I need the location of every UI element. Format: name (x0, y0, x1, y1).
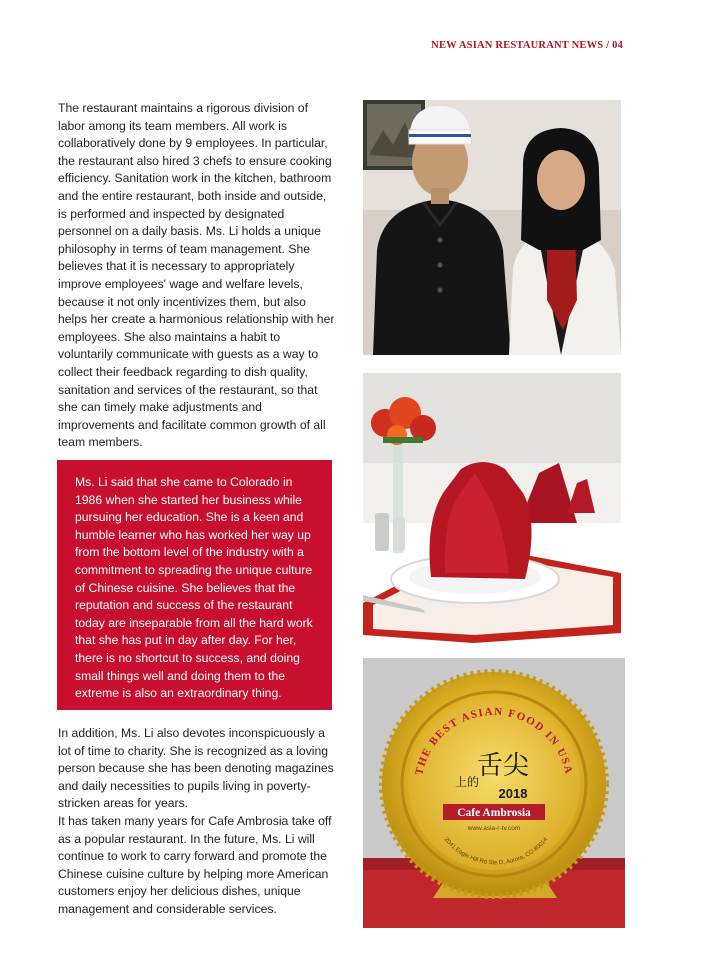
plaque-year: 2018 (498, 786, 528, 801)
photo-table-setting (363, 373, 621, 643)
plaque-address: 2041 Eagle Hill Rd Ste D, Aurora, CO 80014 (442, 836, 550, 867)
plaque-website: www.asia-r-tv.com (467, 825, 521, 832)
body-paragraph-1: The restaurant maintains a rigorous division of labor among its team members. All work is collaboratively done by 9 employees. In particular, the restaurant also hired 3 chefs to ensure cooking efficiency. Sanitation work in the kitchen, bathroom and the entire restaurant, both inside and outside, is performed and inspected by designated personnel on a daily basis. Ms. Li holds a unique philosophy in terms of team management. She believes that it is necessary to appropriately improve employees' wage and welfare levels, because it not only incentivizes them, but also helps her create a harmonious relationship with her employees. She also maintains a habit to voluntarily communicate with guests as a way to collect their feedback regarding to dish quality, sanitation and services of the restaurant, so that she can timely make adjustments and improvements and facilitate common growth of all team members. (58, 101, 335, 450)
photo-chef-and-owner (363, 100, 621, 355)
body-paragraph-2: In addition, Ms. Li also devotes inconspicuously a lot of time to charity. She is recognized as a loving person because she has been denoting magazines and daily necessities to pupils living in poverty-stricken areas for years. It has taken many years for Cafe Ambrosia take off as a popular restaurant. In the future, Ms. Li will continue to work to carry forward and promote the Chinese cuisine culture by helping more American customers enjoy her delicious dishes, unique management and considerable services. (58, 726, 334, 916)
pull-quote-box (57, 460, 332, 710)
photo-award-plaque (363, 658, 625, 928)
plaque-restaurant-name: Cafe Ambrosia (457, 807, 531, 819)
plaque-arc-text: THE BEST ASIAN FOOD IN USA (413, 705, 575, 777)
plaque-chinese-sub: 上的 (454, 775, 480, 789)
pull-quote-text: Ms. Li said that she came to Colorado in 1986 when she started her business while pursuing her education. She is a keen and humble learner who has worked her way up from the bottom level of the industry with a commitment to spreading the unique culture of Chinese cuisine. She believes that the reputation and success of the restaurant today are inseparable from all the hard work that she has put in day after day. For her, there is no shortcut to success, and doing small things well and doing them to the extreme is also an extraordinary thing. (75, 475, 313, 701)
plaque-chinese-title: 舌尖 (476, 751, 530, 781)
page-header: NEW ASIAN RESTAURANT NEWS / 04 (431, 40, 623, 51)
